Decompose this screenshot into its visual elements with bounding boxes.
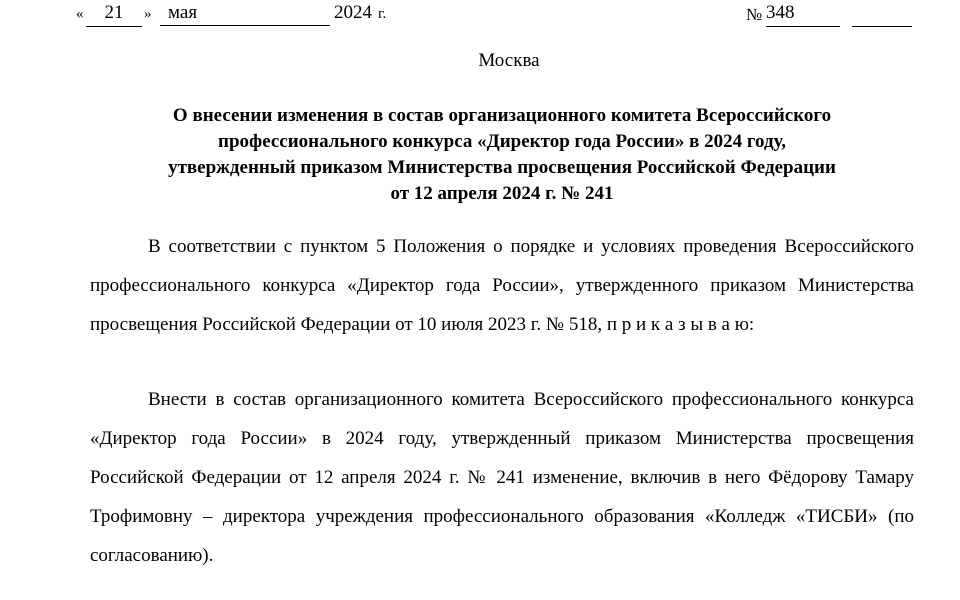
date-year-suffix: г. xyxy=(378,6,387,22)
title-line: О внесении изменения в состав организационного комитета Всероссийского xyxy=(172,105,832,126)
body-paragraph-preamble: В соответствии с пунктом 5 Положения о порядке и условиях проведения Всероссийского профессионального конкурса «Директор года России», утвержденного приказом Министерства просвещения Российской Федерации от 10 июля 2023 г. № 518, п р и к а з ы в а ю: xyxy=(90,236,914,335)
title-line: утвержденный приказом Министерства просвещения Российской Федерации xyxy=(168,157,836,178)
number-extra-underline xyxy=(852,2,912,27)
title-line: от 12 апреля 2024 г. № 241 xyxy=(390,183,614,204)
date-day-field: 21 xyxy=(86,2,142,27)
date-close-quote: » xyxy=(144,6,152,22)
order-title xyxy=(90,103,914,207)
city-name: Москва xyxy=(478,50,540,71)
body-paragraph-order: Внести в состав организационного комитета Всероссийского профессионального конкурса «Директор года России» в 2024 году, утвержденный приказом Министерства просвещения Российской Федерации от 12 апреля 2024 г. № 241 изменение, включив в него Фёдорову Тамару Трофимовну – директора учреждения профессионального образования «Колледж «ТИСБИ» (по согласованию). xyxy=(90,389,914,566)
title-line: профессионального конкурса «Директор года России» в 2024 году, xyxy=(218,131,786,152)
date-year: 2024 xyxy=(334,2,372,23)
number-field: 348 xyxy=(766,2,840,27)
date-open-quote: « xyxy=(76,6,84,22)
number-sign: № xyxy=(746,5,763,24)
date-month-field: мая xyxy=(160,2,330,26)
